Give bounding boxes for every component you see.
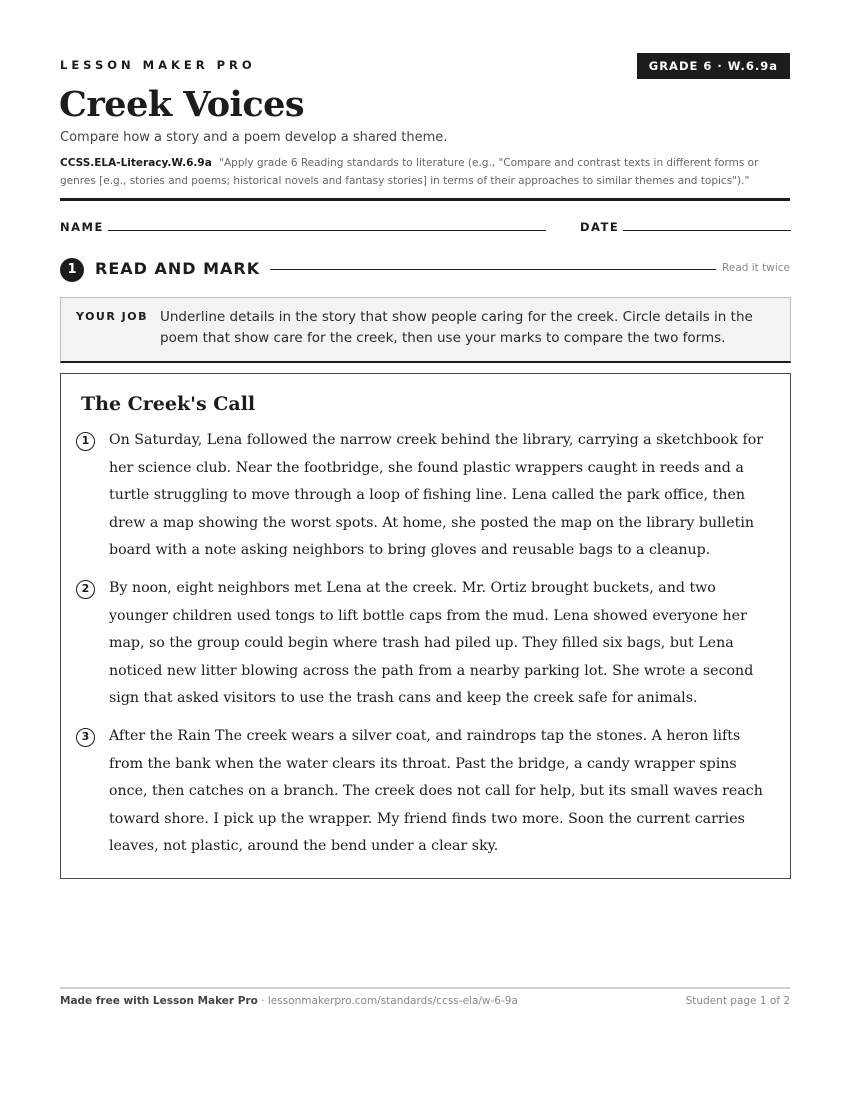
footer-page-number: Student page 1 of 2 bbox=[685, 995, 790, 1007]
paragraph-number: 1 bbox=[76, 432, 95, 451]
section-divider bbox=[270, 269, 716, 270]
section-note: Read it twice bbox=[722, 262, 790, 274]
instructions-text: Underline details in the story that show people caring for the creek. Circle details in the poem that show care for the creek, then use your marks to compare the two forms. bbox=[160, 309, 753, 346]
section-title: READ AND MARK bbox=[95, 259, 261, 278]
grade-badge: GRADE 6 · W.6.9a bbox=[637, 53, 790, 79]
brand-name: LESSON MAKER PRO bbox=[60, 58, 256, 72]
paragraph-text: On Saturday, Lena followed the narrow creek behind the library, carrying a sketchbook for her science club. Near the footbridge, she found plastic wrappers caught in reeds and a turtle struggling to move through a loop of fishing line. Lena called the park office, then drew a map showing the worst spots. At home, she posted the map on the library bulletin board with a note asking neighbors to bring gloves and reusable bags to a cleanup. bbox=[109, 432, 764, 559]
reading-passage bbox=[60, 373, 791, 879]
page-title: Creek Voices bbox=[59, 84, 305, 125]
section-number-badge: 1 bbox=[60, 258, 84, 282]
standard-text: "Apply grade 6 Reading standards to literature (e.g., "Compare and contrast texts in different forms or genres [e.g., stories and poems; historical novels and fantasy stories] in terms of their approaches to similar themes and topics")." bbox=[60, 157, 759, 187]
instructions-label: YOUR JOB bbox=[76, 310, 148, 323]
date-label: DATE bbox=[580, 220, 620, 234]
name-field[interactable] bbox=[108, 230, 546, 231]
paragraph-text: After the Rain The creek wears a silver coat, and raindrops tap the stones. A heron lifts from the bank when the water clears its throat. Past the bridge, a candy wrapper spins once, then catches on a branch. The creek does not call for help, but its small waves reach toward shore. I pick up the wrapper. My friend finds two more. Soon the current carries leaves, not plastic, around the bend under a clear sky. bbox=[109, 728, 763, 855]
date-field[interactable] bbox=[623, 230, 791, 231]
standard-code: CCSS.ELA-Literacy.W.6.9a bbox=[60, 157, 212, 169]
footer-divider bbox=[60, 987, 790, 989]
footer-url[interactable]: · lessonmakerpro.com/standards/ccss-ela/w-6-9a bbox=[261, 995, 518, 1007]
footer-credit bbox=[60, 995, 518, 1007]
paragraph-number: 3 bbox=[76, 728, 95, 747]
standard-description bbox=[60, 154, 792, 190]
paragraph-text: By noon, eight neighbors met Lena at the creek. Mr. Ortiz brought buckets, and two younger children used tongs to lift bottle caps from the mud. Lena showed everyone her map, so the group could begin where trash had piled up. They filled six bags, but Lena noticed new litter blowing across the path from a nearby parking lot. She wrote a second sign that asked visitors to use the trash cans and keep the creek safe for animals. bbox=[109, 580, 754, 707]
footer-made-with: Made free with Lesson Maker Pro bbox=[60, 995, 258, 1007]
page-subtitle: Compare how a story and a poem develop a shared theme. bbox=[60, 130, 448, 145]
instructions-box bbox=[60, 297, 791, 363]
passage-title: The Creek's Call bbox=[81, 393, 256, 415]
header-divider bbox=[60, 198, 790, 201]
name-label: NAME bbox=[60, 220, 104, 234]
paragraph-number: 2 bbox=[76, 580, 95, 599]
